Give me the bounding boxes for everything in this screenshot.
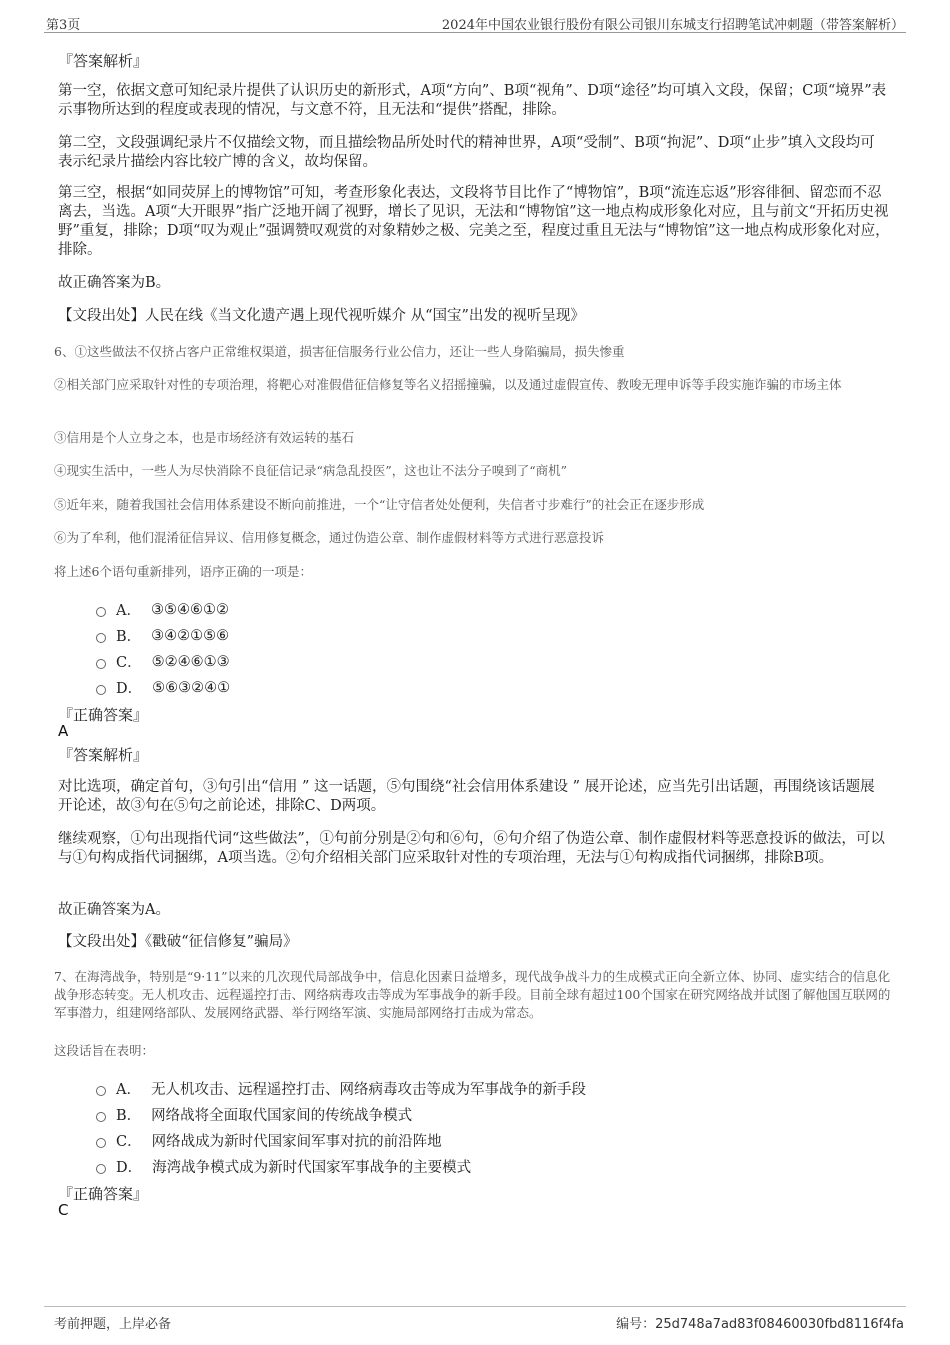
q6-sentence-1: 6、①这些做法不仅挤占客户正常维权渠道，损害征信服务行业公信力，还让一些人身陷骗局，损失惨重 — [54, 344, 625, 359]
q6-option-d[interactable]: D． ⑤⑥③②④① — [96, 677, 230, 698]
document-title: 2024年中国农业银行股份有限公司银川东城支行招聘笔试冲刺题（带答案解析） — [441, 18, 904, 33]
page-header — [44, 12, 906, 33]
q6-answer-label: 『正确答案』 — [58, 706, 149, 724]
q7-prompt: 这段话旨在表明： — [54, 1043, 155, 1058]
page-number: 第3页 — [46, 18, 81, 33]
q6-sentence-2: ②相关部门应采取针对性的专项治理，将靶心对准假借征信修复等名义招摇撞骗，以及通过虚假宣传、教唆无理申诉等手段实施诈骗的市场主体 — [54, 377, 842, 392]
footer-slogan: 考前押题，上岸必备 — [54, 1317, 172, 1332]
q5-source: 【文段出处】人民在线《当文化遗产遇上现代视听媒介 从“国宝”出发的视听呈现》 — [58, 308, 585, 324]
q6-analysis-p1: 对比选项，确定首句，③句引出“信用 ” 这一话题，⑤句围绕“社会信用体系建设 ” 展开论述，应当先引出话题，再围绕该话题展开论述，故③句在⑤句之前论述，排除C、D两项。 — [58, 779, 875, 814]
q5-conclusion: 故正确答案为B。 — [58, 275, 171, 291]
footer-code: 编号：25d748a7ad83f08460030fbd8116f4fa — [616, 1317, 904, 1332]
q7-option-c[interactable]: C． 网络战成为新时代国家间军事对抗的前沿阵地 — [96, 1130, 442, 1151]
q6-analysis-label: 『答案解析』 — [58, 746, 149, 764]
q7-stem: 7、在海湾战争，特别是“9·11”以来的几次现代局部战争中，信息化因素日益增多，现代战争战斗力的生成模式正向全新立体、协同、虚实结合的信息化战争形态转变。无人机攻击、远程遥控打击、网络病毒攻击等成为军事战争的新手段。目前全球有超过100个国家在研究网络战并试图了解他国互联网的军事潜力，组建网络部队、发展网络武器、举行网络军演、实施局部网络打击成为常态。 — [54, 969, 891, 1020]
q7-option-a[interactable]: A． 无人机攻击、远程遥控打击、网络病毒攻击等成为军事战争的新手段 — [96, 1078, 586, 1099]
q6-prompt: 将上述6个语句重新排列，语序正确的一项是： — [54, 564, 312, 579]
q6-option-b[interactable]: B． ③④②①⑤⑥ — [96, 625, 229, 646]
q6-analysis-p2: 继续观察，①句出现指代词“这些做法”，①句前分别是②句和⑥句，⑥句介绍了伪造公章、制作虚假材料等恶意投诉的做法，可以与①句构成指代词捆绑，A项当选。②句介绍相关部门应采取针对性的专项治理，无法与①句构成指代词捆绑，排除B项。 — [58, 831, 885, 866]
q6-sentence-5: ⑤近年来，随着我国社会信用体系建设不断向前推进，一个“让守信者处处便利，失信者寸步难行”的社会正在逐步形成 — [54, 497, 705, 512]
q7-option-b[interactable]: B． 网络战将全面取代国家间的传统战争模式 — [96, 1104, 412, 1125]
q6-sentence-6: ⑥为了牟利，他们混淆征信异议、信用修复概念，通过伪造公章、制作虚假材料等方式进行恶意投诉 — [54, 530, 605, 545]
q7-answer: C — [58, 1201, 69, 1219]
radio-icon[interactable] — [96, 1164, 106, 1174]
q5-analysis-p2: 第二空，文段强调纪录片不仅描绘文物，而且描绘物品所处时代的精神世界，A项“受制”、B项“拘泥”、D项“止步”填入文段均可表示纪录片描绘内容比较广博的含义，故均保留。 — [58, 135, 875, 170]
radio-icon[interactable] — [96, 1112, 106, 1122]
q6-option-c[interactable]: C． ⑤②④⑥①③ — [96, 651, 230, 672]
q6-sentence-4: ④现实生活中，一些人为尽快消除不良征信记录“病急乱投医”，这也让不法分子嗅到了“商机” — [54, 463, 568, 478]
q6-option-a[interactable]: A． ③⑤④⑥①② — [96, 599, 229, 620]
page-footer — [44, 1306, 906, 1331]
radio-icon[interactable] — [96, 1138, 106, 1148]
q7-option-d[interactable]: D． 海湾战争模式成为新时代国家军事战争的主要模式 — [96, 1156, 471, 1177]
q5-analysis-label: 『答案解析』 — [58, 52, 149, 70]
radio-icon[interactable] — [96, 633, 106, 643]
radio-icon[interactable] — [96, 1086, 106, 1096]
radio-icon[interactable] — [96, 685, 106, 695]
q5-analysis-p1: 第一空，依据文意可知纪录片提供了认识历史的新形式，A项“方向”、B项“视角”、D项“途径”均可填入文段，保留；C项“境界”表示事物所达到的程度或表现的情况，与文意不符，且无法和“提供”搭配，排除。 — [58, 83, 887, 118]
q6-conclusion: 故正确答案为A。 — [58, 902, 170, 918]
q5-analysis-p3: 第三空，根据“如同荧屏上的博物馆”可知，考查形象化表达，文段将节目比作了“博物馆”，B项“流连忘返”形容徘徊、留恋而不忍离去，当选。A项“大开眼界”指广泛地开阔了视野，增长了见识，无法和“博物馆”这一地点构成形象化对应，且与前文“开拓历史视野”重复，排除；D项“叹为观止”强调赞叹观赏的对象精妙之极、完美之至，程度过重且无法与“博物馆”这一地点构成形象化对应，排除。 — [58, 185, 890, 258]
radio-icon[interactable] — [96, 659, 106, 669]
q6-sentence-3: ③信用是个人立身之本，也是市场经济有效运转的基石 — [54, 430, 355, 445]
q7-answer-label: 『正确答案』 — [58, 1185, 149, 1203]
q6-source: 【文段出处】《戳破“征信修复”骗局》 — [58, 934, 298, 950]
q6-answer: A — [58, 722, 69, 740]
radio-icon[interactable] — [96, 607, 106, 617]
